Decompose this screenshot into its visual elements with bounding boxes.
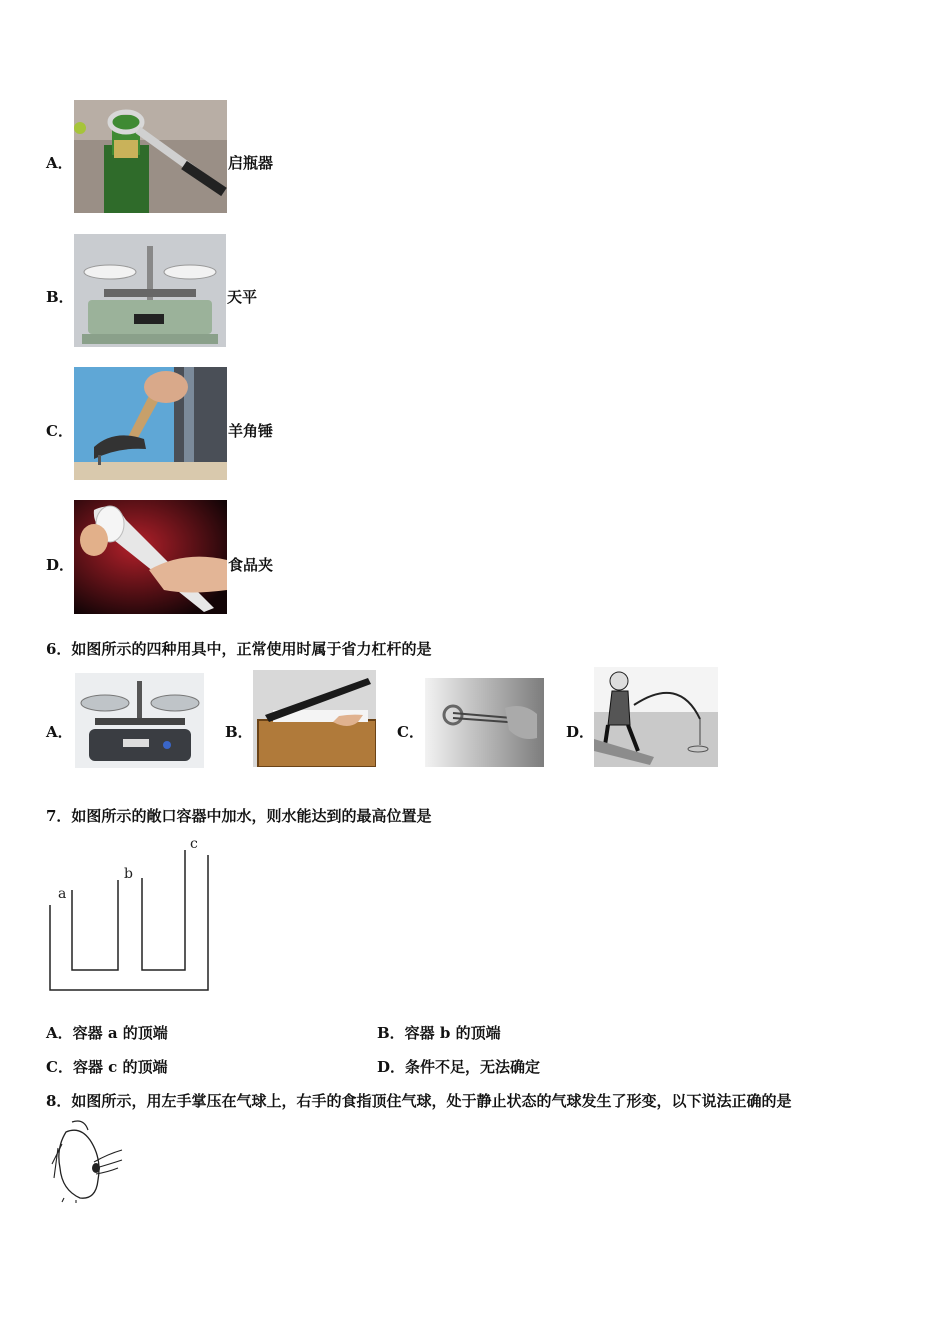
q6-option-d-letter: D． bbox=[566, 723, 595, 741]
q6-paper-cutter-image bbox=[253, 670, 376, 767]
option-letter: C． bbox=[46, 422, 73, 440]
label-c: c bbox=[190, 836, 198, 852]
option-letter: D． bbox=[46, 556, 75, 574]
connected-containers-diagram bbox=[40, 830, 220, 995]
q7-answer-d: D．条件不足，无法确定 bbox=[377, 1058, 541, 1076]
q7-answer-c: C．容器 c 的顶端 bbox=[46, 1058, 168, 1076]
option-label: 天平 bbox=[227, 288, 258, 306]
q6-option-b-letter: B． bbox=[225, 723, 253, 741]
q6-balance-image bbox=[75, 673, 204, 768]
q7-answer-b: B．容器 b 的顶端 bbox=[377, 1024, 501, 1042]
option-letter: A． bbox=[46, 154, 73, 172]
claw-hammer-image bbox=[74, 367, 227, 480]
food-tongs-image bbox=[74, 500, 227, 614]
question-8-text: 8．如图所示，用左手掌压在气球上，右手的食指顶住气球，处于静止状态的气球发生了形变，以下说法正确的是 bbox=[46, 1092, 792, 1110]
q6-fishing-rod-image bbox=[594, 667, 718, 767]
q6-chopsticks-image bbox=[425, 678, 544, 767]
bottle-opener-image bbox=[74, 100, 227, 213]
question-6-text: 6．如图所示的四种用具中，正常使用时属于省力杠杆的是 bbox=[46, 640, 432, 658]
label-a: a bbox=[58, 886, 67, 902]
balance-scale-image bbox=[74, 234, 226, 347]
option-label: 羊角锤 bbox=[228, 422, 274, 440]
q7-answer-a: A．容器 a 的顶端 bbox=[46, 1024, 168, 1042]
option-label: 启瓶器 bbox=[228, 154, 274, 172]
q6-option-a-letter: A． bbox=[46, 723, 73, 741]
option-letter: B． bbox=[46, 288, 74, 306]
option-label: 食品夹 bbox=[228, 556, 274, 574]
balloon-hands-sketch bbox=[50, 1118, 125, 1203]
question-7-text: 7．如图所示的敞口容器中加水，则水能达到的最高位置是 bbox=[46, 807, 432, 825]
q6-option-c-letter: C． bbox=[397, 723, 424, 741]
label-b: b bbox=[124, 866, 133, 882]
